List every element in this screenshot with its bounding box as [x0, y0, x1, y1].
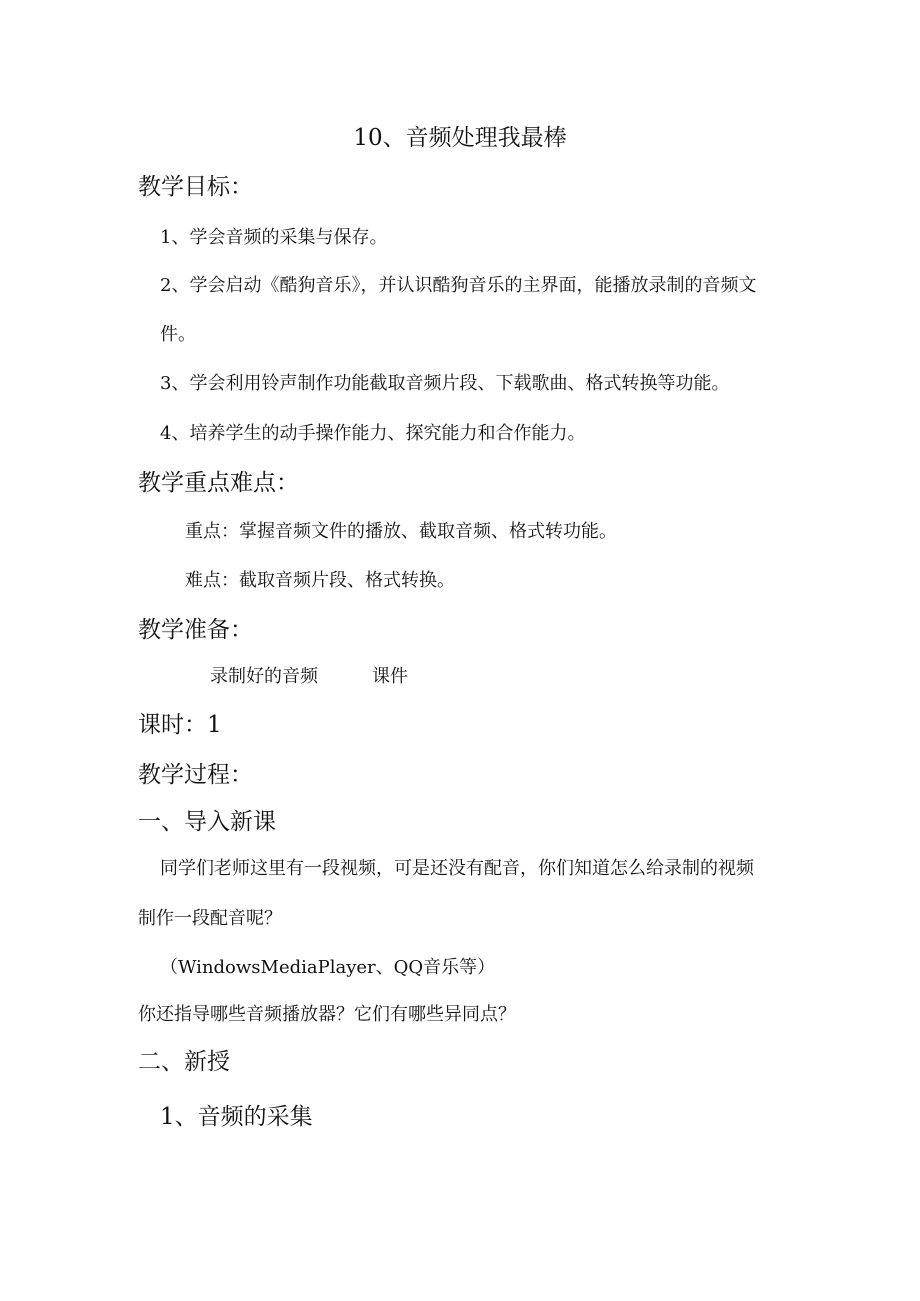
preparation-item-courseware: 课件 [372, 666, 408, 687]
objective-item-2-cont: 件。 [160, 324, 196, 345]
key-point-focus: 重点：掌握音频文件的播放、截取音频、格式转功能。 [185, 521, 617, 542]
sub-section-audio-capture: 1、音频的采集 [160, 1104, 313, 1130]
key-points-heading: 教学重点难点： [138, 470, 299, 496]
preparation-heading: 教学准备： [138, 617, 253, 643]
preparation-list [210, 668, 408, 686]
intro-question: 你还指导哪些音频播放器？它们有哪些异同点？ [138, 1004, 516, 1025]
objective-item-2: 2、学会启动《酷狗音乐》，并认识酷狗音乐的主界面，能播放录制的音频文 [160, 275, 757, 296]
section-new-heading: 二、新授 [138, 1049, 230, 1075]
class-hours: 课时：1 [138, 712, 222, 738]
preparation-item-audio: 录制好的音频 [210, 666, 318, 687]
key-point-difficulty: 难点：截取音频片段、格式转换。 [185, 570, 455, 591]
intro-paragraph-line2: 制作一段配音呢？ [138, 908, 282, 929]
process-heading: 教学过程： [138, 762, 253, 788]
document-title: 10、音频处理我最棒 [353, 125, 567, 151]
objective-item-1: 1、学会音频的采集与保存。 [160, 227, 388, 248]
objective-item-4: 4、培养学生的动手操作能力、探究能力和合作能力。 [160, 423, 586, 444]
intro-note: （WindowsMediaPlayer、QQ音乐等） [160, 957, 496, 978]
objectives-heading: 教学目标： [138, 174, 253, 200]
objective-item-3: 3、学会利用铃声制作功能截取音频片段、下载歌曲、格式转换等功能。 [160, 373, 730, 394]
intro-paragraph-line1: 同学们老师这里有一段视频，可是还没有配音，你们知道怎么给录制的视频 [160, 858, 754, 879]
section-intro-heading: 一、导入新课 [138, 809, 276, 835]
